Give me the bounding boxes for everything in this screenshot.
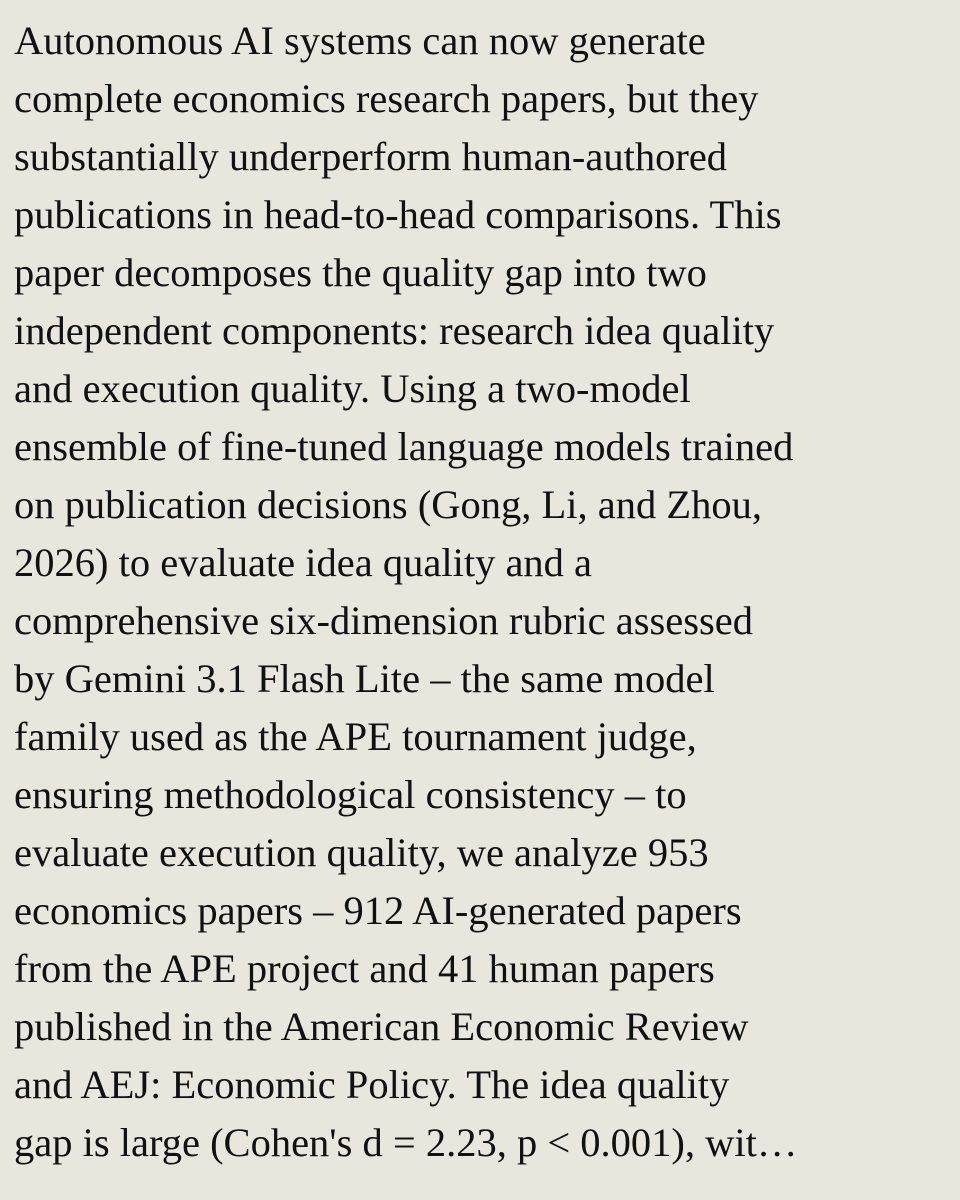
text-line: publications in head-to-head comparisons. This xyxy=(14,192,782,237)
text-line: on publication decisions (Gong, Li, and Zhou, xyxy=(14,482,763,527)
abstract-text xyxy=(14,12,946,1172)
text-line: evaluate execution quality, we analyze 953 xyxy=(14,830,709,875)
text-line: economics papers – 912 AI-generated papers xyxy=(14,888,742,933)
text-line: paper decomposes the quality gap into two xyxy=(14,250,707,295)
text-line: published in the American Economic Review xyxy=(14,1004,749,1049)
text-line: family used as the APE tournament judge, xyxy=(14,714,697,759)
text-line: independent components: research idea quality xyxy=(14,308,775,353)
text-line: 2026) to evaluate idea quality and a xyxy=(14,540,593,585)
text-line: ensemble of fine-tuned language models trained xyxy=(14,424,794,469)
text-line: substantially underperform human-authored xyxy=(14,134,728,179)
text-line: complete economics research papers, but they xyxy=(14,76,759,121)
text-line: and execution quality. Using a two-model xyxy=(14,366,691,411)
text-line: comprehensive six-dimension rubric assessed xyxy=(14,598,753,643)
text-line: ensuring methodological consistency – to xyxy=(14,772,687,817)
text-line: and AEJ: Economic Policy. The idea quality xyxy=(14,1062,730,1107)
text-line: by Gemini 3.1 Flash Lite – the same model xyxy=(14,656,715,701)
text-line: Autonomous AI systems can now generate xyxy=(14,18,706,63)
text-line: from the APE project and 41 human papers xyxy=(14,946,715,991)
text-line-truncated: gap is large (Cohen's d = 2.23, p < 0.001), wit… xyxy=(14,1120,798,1165)
